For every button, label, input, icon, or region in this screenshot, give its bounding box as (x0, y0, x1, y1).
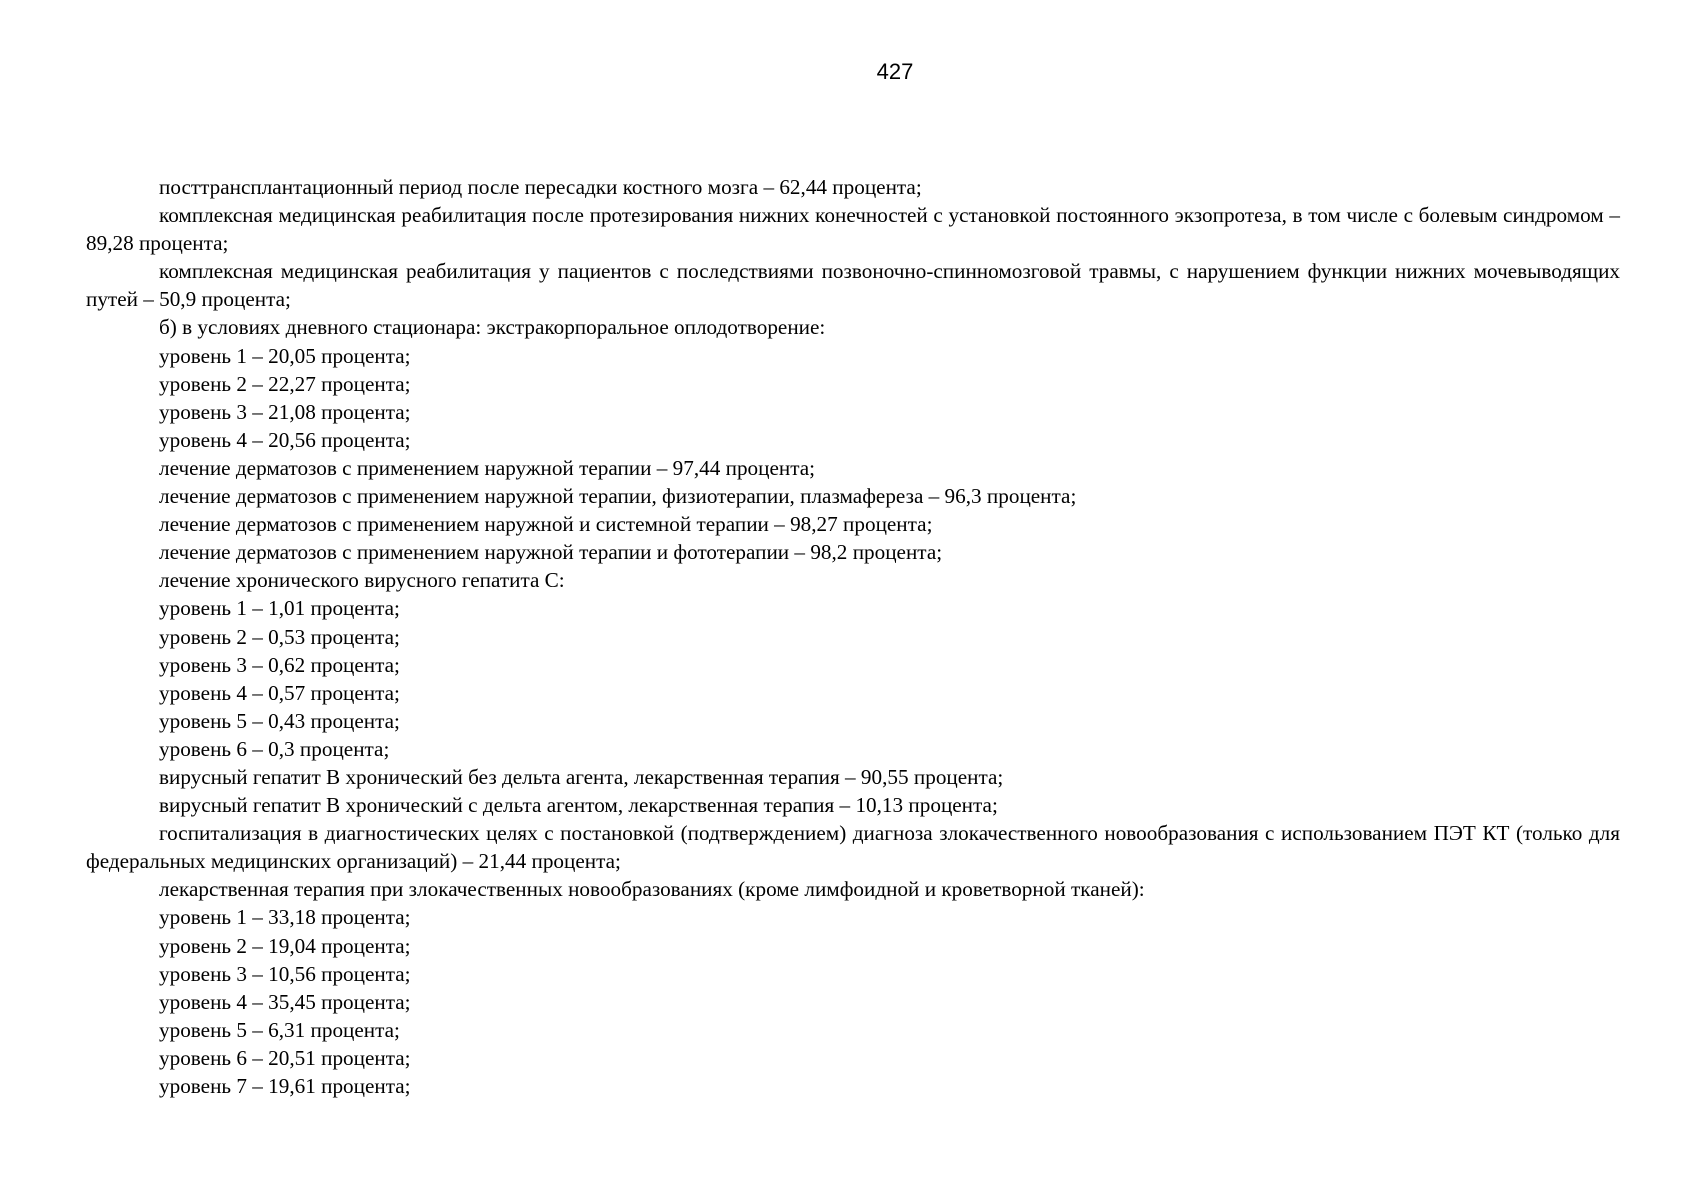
paragraph: комплексная медицинская реабилитация после протезирования нижних конечностей с установкой постоянного экзопротеза, в том числе с болевым синдромом – 89,28 процента; (86, 203, 1620, 256)
paragraph: уровень 1 – 20,05 процента; (159, 343, 411, 368)
paragraph: б) в условиях дневного стационара: экстракорпоральное оплодотворение: (159, 315, 826, 340)
paragraph: уровень 4 – 0,57 процента; (159, 680, 400, 705)
paragraph: госпитализация в диагностических целях с постановкой (подтверждением) диагноза злокачественного новообразования с использованием ПЭТ КТ (только для федеральных медицинских организаций) – 21,44 процента; (86, 821, 1620, 874)
paragraph: уровень 4 – 20,56 процента; (159, 427, 411, 452)
paragraph: уровень 6 – 20,51 процента; (159, 1045, 411, 1070)
paragraph: лечение хронического вирусного гепатита C: (159, 568, 565, 593)
paragraph: уровень 5 – 0,43 процента; (159, 708, 400, 733)
paragraph: уровень 6 – 0,3 процента; (159, 736, 390, 761)
paragraph: лечение дерматозов с применением наружной терапии и фототерапии – 98,2 процента; (159, 540, 943, 565)
paragraph: уровень 7 – 19,61 процента; (159, 1074, 411, 1098)
paragraph: лечение дерматозов с применением наружной и системной терапии – 98,27 процента; (159, 512, 933, 537)
paragraph: уровень 3 – 0,62 процента; (159, 652, 400, 677)
paragraph: лечение дерматозов с применением наружной терапии, физиотерапии, плазмафереза – 96,3 процента; (159, 484, 1077, 509)
paragraph: комплексная медицинская реабилитация у пациентов с последствиями позвоночно-спинномозговой травмы, с нарушением функции нижних мочевыводящих путей – 50,9 процента; (86, 259, 1620, 312)
paragraph: лекарственная терапия при злокачественных новообразованиях (кроме лимфоидной и кроветворной тканей): (159, 877, 1145, 902)
paragraph: уровень 1 – 33,18 процента; (159, 905, 411, 930)
paragraph: уровень 2 – 22,27 процента; (159, 371, 411, 396)
paragraph: уровень 1 – 1,01 процента; (159, 596, 400, 621)
paragraph: лечение дерматозов с применением наружной терапии – 97,44 процента; (159, 455, 816, 480)
page-number: 427 (876, 59, 914, 84)
paragraph: уровень 4 – 35,45 процента; (159, 989, 411, 1014)
paragraph: вирусный гепатит B хронический с дельта агентом, лекарственная терапия – 10,13 процента; (159, 793, 998, 818)
paragraph: уровень 2 – 0,53 процента; (159, 624, 400, 649)
paragraph: уровень 5 – 6,31 процента; (159, 1017, 400, 1042)
paragraph: уровень 3 – 10,56 процента; (159, 961, 411, 986)
paragraph: посттрансплантационный период после пересадки костного мозга – 62,44 процента; (159, 175, 922, 199)
paragraph: уровень 3 – 21,08 процента; (159, 399, 411, 424)
paragraph: уровень 2 – 19,04 процента; (159, 933, 411, 958)
document-body (86, 173, 1620, 1100)
paragraph: вирусный гепатит B хронический без дельта агента, лекарственная терапия – 90,55 процента; (159, 764, 1004, 789)
